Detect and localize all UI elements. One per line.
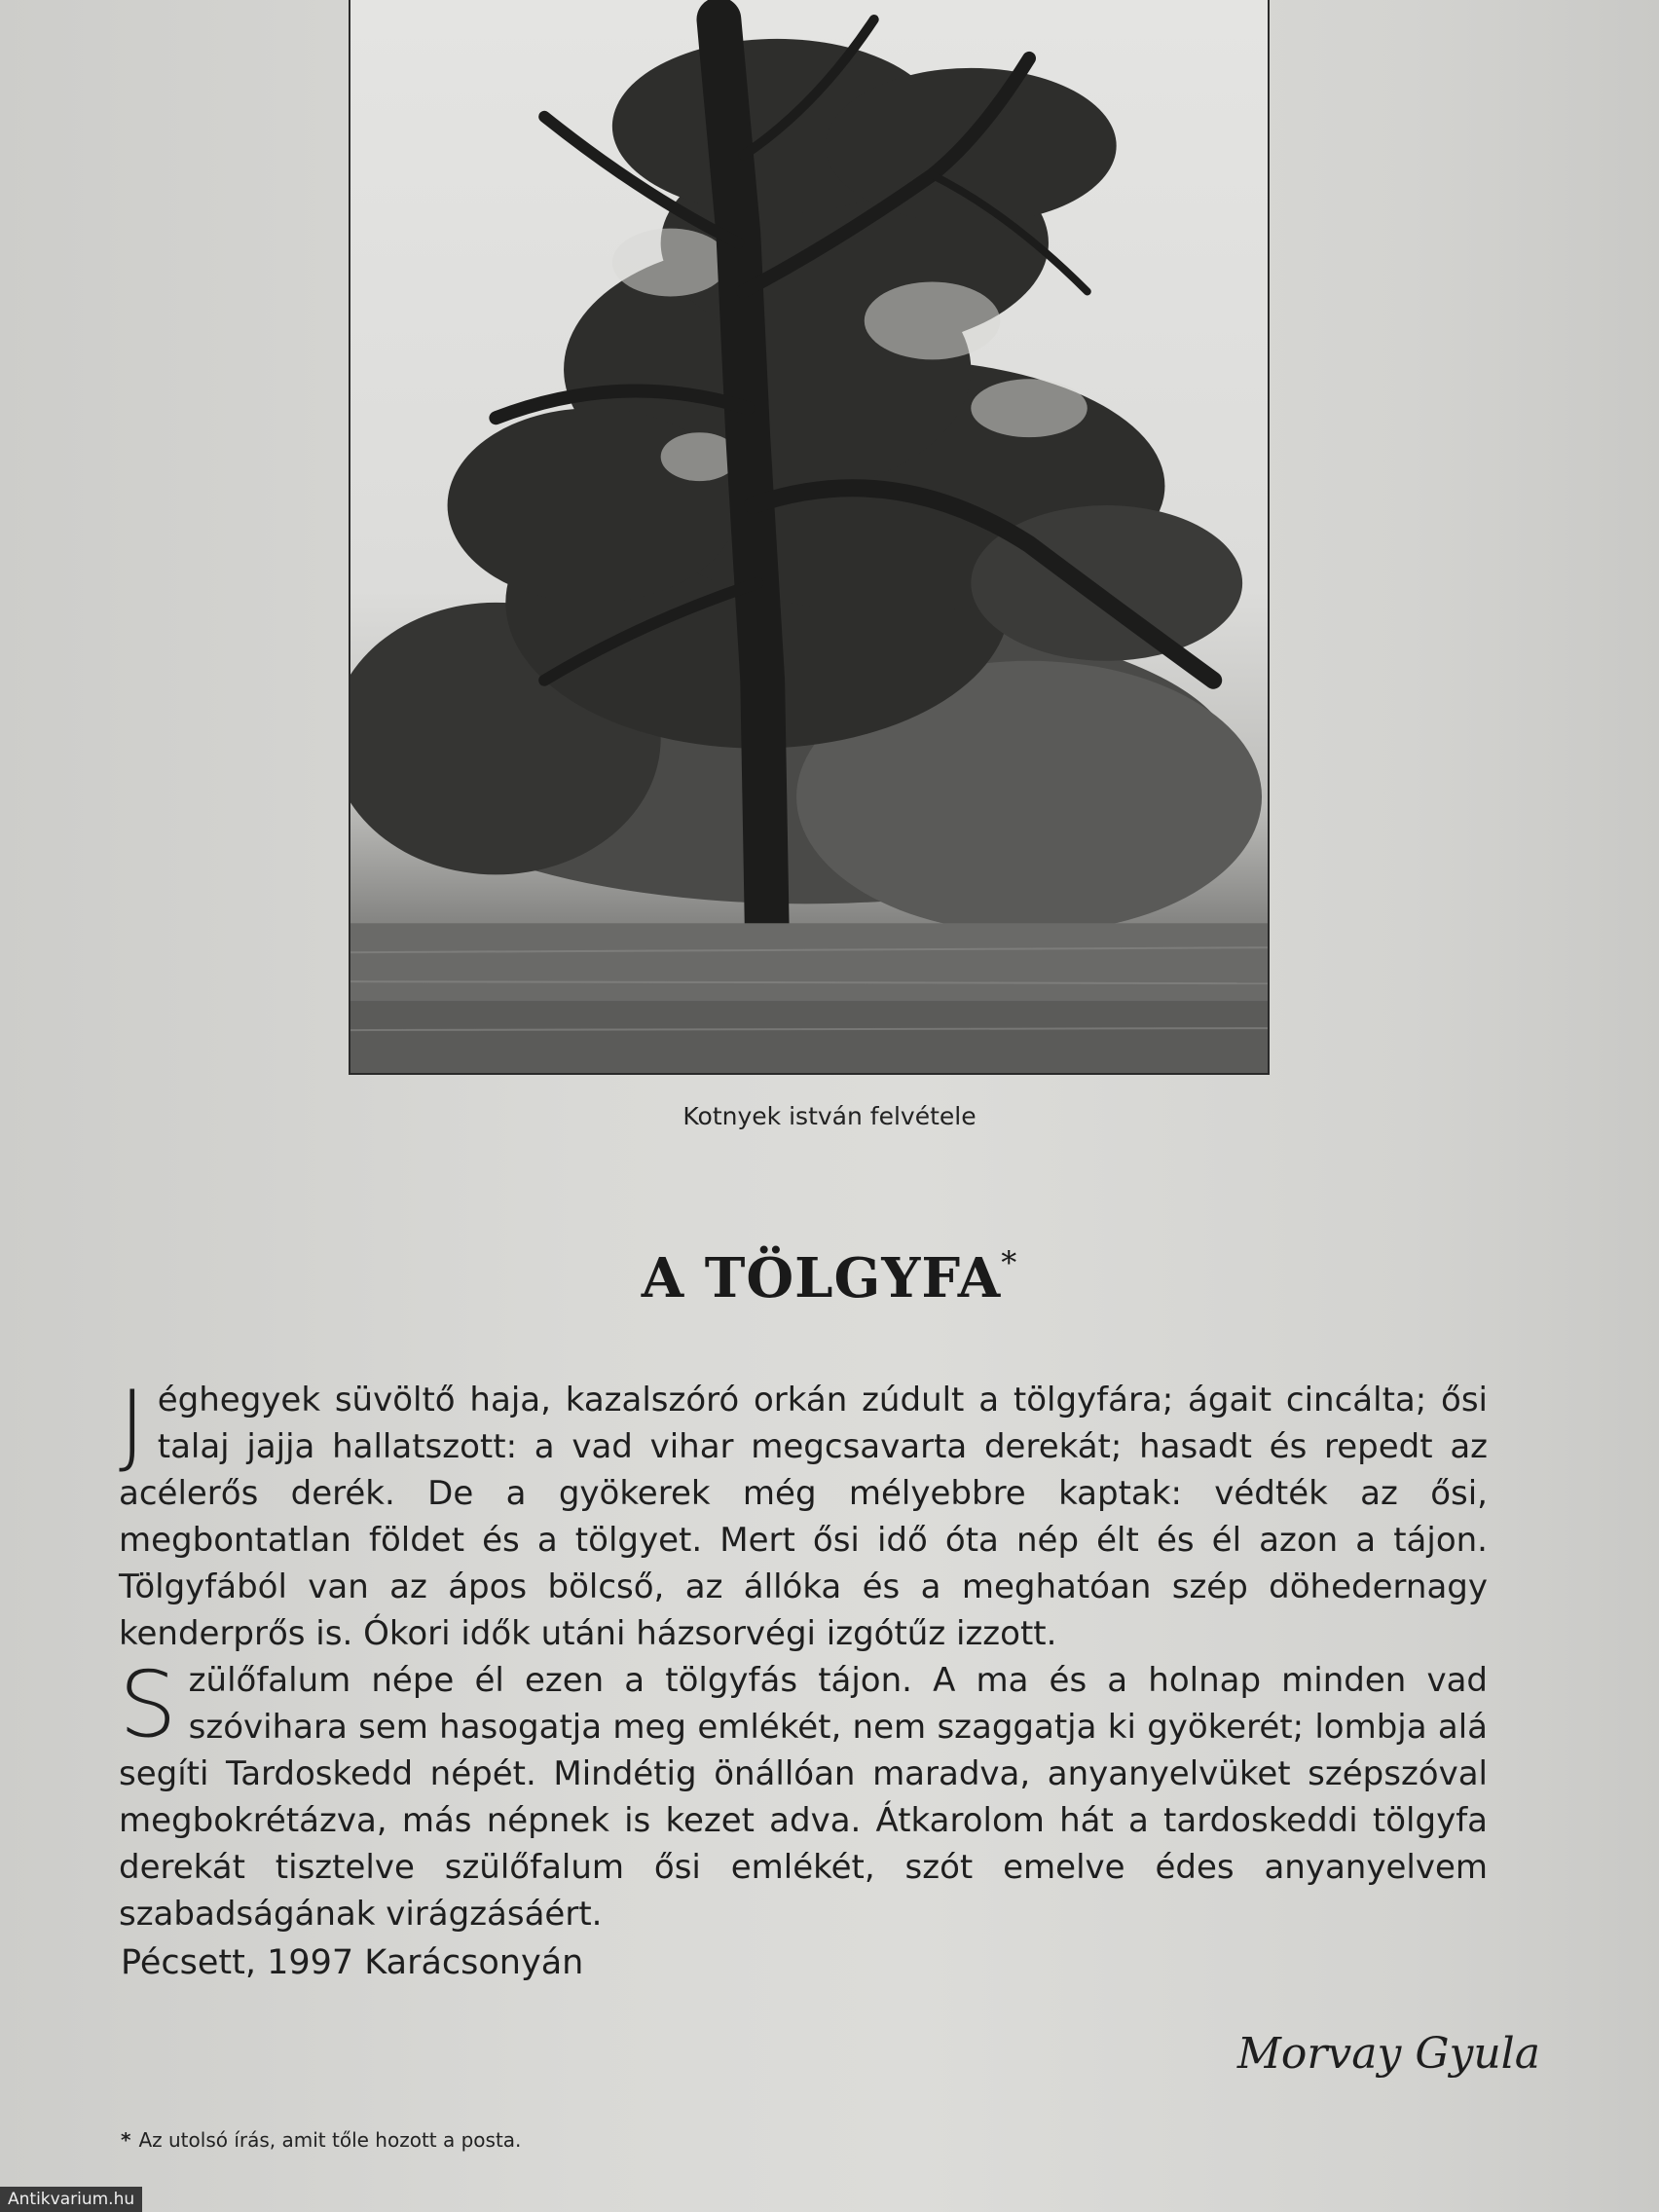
signature: Morvay Gyula: [1236, 2029, 1540, 2079]
footnote-mark: *: [121, 2128, 131, 2152]
footnote-text: Az utolsó írás, amit tőle hozott a posta.: [138, 2128, 522, 2152]
title-text: A TÖLGYFA: [641, 1246, 1002, 1310]
paragraph-2: [119, 1652, 1488, 1937]
footnote: [121, 2128, 521, 2152]
drop-cap-2: S: [119, 1652, 177, 1758]
paragraph-1: [119, 1372, 1488, 1657]
title-footnote-mark: *: [1001, 1244, 1018, 1281]
article-title: [0, 1244, 1659, 1310]
oak-tree-photo: [349, 0, 1270, 1075]
drop-cap-1: J: [119, 1372, 146, 1478]
photo-caption: Kotnyek istván felvétele: [682, 1102, 977, 1130]
paragraph-2-text: zülőfalum népe él ezen a tölgyfás tájon. A ma és a holnap minden vad szóvihara sem hasogatja meg emlékét, nem szaggatja ki gyökerét; lombja alá segíti Tardoskedd népét. Mindétig önállóan maradva, anyanyelvüket szépszóval megbokrétázva, más népnek is kezet adva. Átkarolom hát a tardoskeddi tölgyfa derekát tisztelve szülőfalum ősi emlékét, szót emelve édes anyanyelvem szabadságának virágzásáért.: [119, 1661, 1488, 1934]
tree-illustration: [350, 0, 1268, 1073]
paragraph-1-text: éghegyek süvöltő haja, kazalszóró orkán zúdult a tölgyfára; ágait cincálta; ősi talaj jajja hallatszott: a vad vihar megcsavarta derekát; hasadt és repedt az acélerős derék. De a gyökerek még mélyebbre kaptak: védték az ősi, megbontatlan földet és a tölgyet. Mert ősi idő óta nép élt és él azon a tájon. Tölgyfából van az ápos bölcső, az állóka és a meghatóan szép döhedernagy kenderprős is. Ókori idők utáni házsorvégi izgótűz izzott.: [119, 1381, 1488, 1653]
watermark: Antikvarium.hu: [0, 2187, 142, 2212]
place-date: Pécsett, 1997 Karácsonyán: [121, 1943, 584, 1982]
